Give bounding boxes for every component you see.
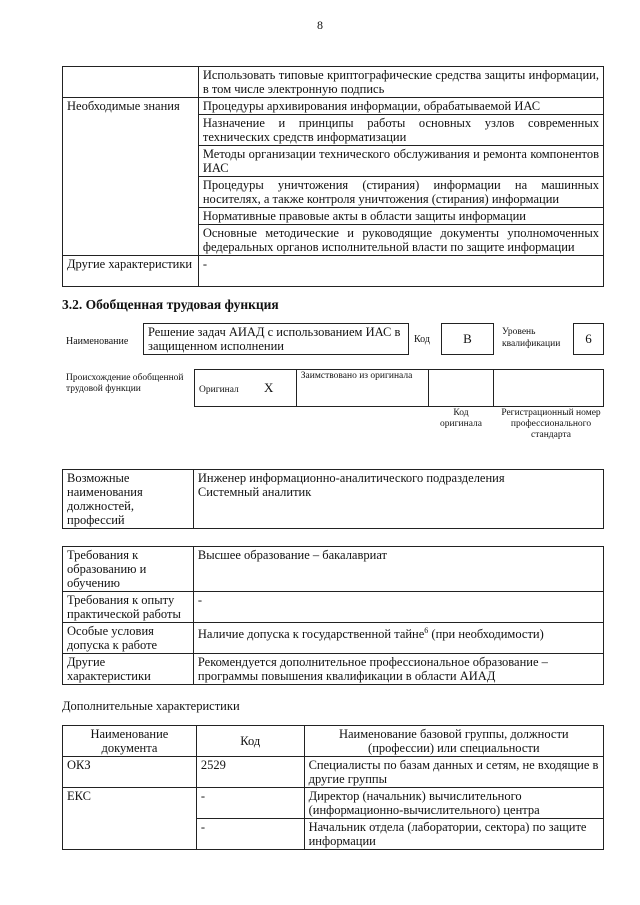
row-code: 2529 xyxy=(196,757,304,788)
origin-table xyxy=(194,369,604,407)
table-cell: Использовать типовые криптографические средства защиты информации, в том числе электронную подпись xyxy=(198,67,603,98)
row-doc: ОКЗ xyxy=(63,757,197,788)
requirement-label: Требования к образованию и обучению xyxy=(63,547,194,592)
table-row xyxy=(63,470,604,529)
origin-code-cell xyxy=(428,370,494,407)
requirement-value: Рекомендуется дополнительное профессиональное образование – программы повышения квалификации в области АИАД xyxy=(193,654,603,685)
knowledge-item: Основные методические и руководящие документы уполномоченных федеральных органов исполнительной власти по защите информации xyxy=(198,225,603,256)
header-doc: Наименование документа xyxy=(63,726,197,757)
reg-caption: Регистрационный номер профессионального стандарта xyxy=(501,408,601,440)
position-item: Системный аналитик xyxy=(197,485,312,499)
footnote-ref: 6 xyxy=(424,626,429,635)
requirements-table xyxy=(62,546,604,685)
knowledge-item: Методы организации технического обслуживания и ремонта компонентов ИАС xyxy=(198,146,603,177)
page-number: 8 xyxy=(317,18,323,32)
table-row xyxy=(63,788,604,819)
table-row xyxy=(63,67,604,98)
header-name: Наименование базовой группы, должности (профессии) или специальности xyxy=(304,726,603,757)
table-row xyxy=(63,547,604,592)
code-caption: Код оригинала xyxy=(440,408,482,429)
table-row xyxy=(63,256,604,287)
row-name: Директор (начальник) вычислительного (информационно-вычислительного) центра xyxy=(304,788,603,819)
borrowed-label: Заимствовано из оригинала xyxy=(296,370,428,407)
row-name: Начальник отдела (лаборатории, сектора) по защите информации xyxy=(304,819,603,850)
requirement-label: Требования к опыту практической работы xyxy=(63,592,194,623)
position-item: Инженер информационно-аналитического подразделения xyxy=(197,471,505,485)
requirement-tail: (при необходимости) xyxy=(428,627,544,642)
name-label: Наименование xyxy=(66,336,129,347)
original-label: Оригинал xyxy=(199,384,239,395)
table-row xyxy=(63,623,604,654)
row-code: - xyxy=(196,788,304,819)
positions-label: Возможные наименования должностей, профессий xyxy=(63,470,194,529)
level-value-box xyxy=(573,323,604,355)
requirement-value: Высшее образование – бакалавриат xyxy=(193,547,603,592)
other-value: - xyxy=(198,256,603,287)
knowledge-table xyxy=(62,66,604,287)
row-doc: ЕКС xyxy=(63,788,197,850)
requirement-label: Другие характеристики xyxy=(63,654,194,685)
code-value-box xyxy=(441,323,494,355)
requirement-value: - xyxy=(193,592,603,623)
row-code: - xyxy=(196,819,304,850)
table-cell-empty xyxy=(63,67,199,98)
code-label: Код xyxy=(414,334,430,345)
requirement-label: Особые условия допуска к работе xyxy=(63,623,194,654)
table-row xyxy=(63,592,604,623)
name-value: Решение задач АИАД с использованием ИАС в защищенном исполнении xyxy=(148,325,401,353)
knowledge-item: Назначение и принципы работы основных узлов современных технических средств информатизации xyxy=(198,115,603,146)
extra-table xyxy=(62,725,604,850)
extra-title: Дополнительные характеристики xyxy=(62,699,240,713)
table-row xyxy=(195,370,604,407)
header-code: Код xyxy=(196,726,304,757)
requirement-text: Наличие допуска к государственной тайне xyxy=(197,627,425,642)
table-header-row xyxy=(63,726,604,757)
knowledge-label: Необходимые знания xyxy=(63,98,199,256)
requirement-value xyxy=(193,623,603,654)
table-row xyxy=(63,757,604,788)
positions-value xyxy=(193,470,603,529)
level-value: 6 xyxy=(585,331,592,346)
knowledge-item: Процедуры уничтожения (стирания) информации на машинных носителях, а также контроля уничтожения (стирания) информации xyxy=(198,177,603,208)
knowledge-item: Процедуры архивирования информации, обрабатываемой ИАС xyxy=(198,98,603,115)
origin-reg-cell xyxy=(494,370,604,407)
origin-label: Происхождение обобщенной трудовой функции xyxy=(66,373,184,394)
table-row xyxy=(63,654,604,685)
other-label: Другие характеристики xyxy=(63,256,199,287)
row-name: Специалисты по базам данных и сетям, не входящие в другие группы xyxy=(304,757,603,788)
original-cell xyxy=(195,370,297,407)
section-title: 3.2. Обобщенная трудовая функция xyxy=(62,297,279,312)
knowledge-item: Нормативные правовые акты в области защиты информации xyxy=(198,208,603,225)
level-label: Уровень квалификации xyxy=(502,327,561,349)
positions-table xyxy=(62,469,604,529)
original-mark: X xyxy=(263,379,274,395)
table-row xyxy=(63,98,604,115)
code-value: B xyxy=(463,331,472,346)
name-value-box xyxy=(143,323,409,355)
